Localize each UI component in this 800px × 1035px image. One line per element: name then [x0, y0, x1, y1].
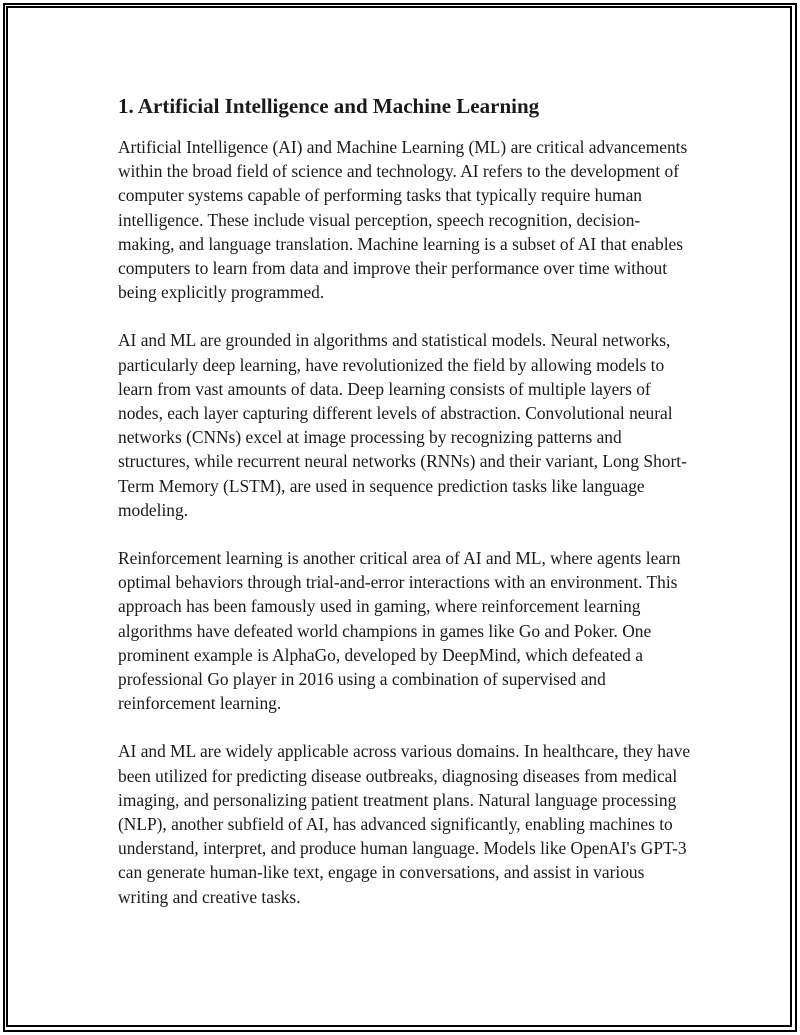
- paragraph-reinforcement-learning: Reinforcement learning is another critical area of AI and ML, where agents learn optimal behaviors through trial-and-error interactions with an environment. This approach has been famously used in gaming, where reinforcement learning algorithms have defeated world champions in games like Go and Poker. One prominent example is AlphaGo, developed by DeepMind, which defeated a professional Go player in 2016 using a combination of supervised and reinforcement learning.: [118, 548, 681, 714]
- paragraph-applications: AI and ML are widely applicable across various domains. In healthcare, they have been utilized for predicting disease outbreaks, diagnosing diseases from medical imaging, and personalizing patient treatment plans. Natural language processing (NLP), another subfield of AI, has advanced significantly, enabling machines to understand, interpret, and produce human language. Models like OpenAI's GPT-3 can generate human-like text, engage in conversations, and assist in various writing and creative tasks.: [118, 741, 691, 907]
- document-body: [118, 92, 693, 909]
- paragraph-intro: Artificial Intelligence (AI) and Machine Learning (ML) are critical advancements within the broad field of science and technology. AI refers to the development of computer systems capable of performing tasks that typically require human intelligence. These include visual perception, speech recognition, decision-making, and language translation. Machine learning is a subset of AI that enables computers to learn from data and improve their performance over time without being explicitly programmed.: [118, 137, 688, 303]
- section-heading: 1. Artificial Intelligence and Machine Learning: [118, 94, 540, 118]
- paragraph-algorithms: AI and ML are grounded in algorithms and statistical models. Neural networks, particularly deep learning, have revolutionized the field by allowing models to learn from vast amounts of data. Deep learning consists of multiple layers of nodes, each layer capturing different levels of abstraction. Convolutional neural networks (CNNs) excel at image processing by recognizing patterns and structures, while recurrent neural networks (RNNs) and their variant, Long Short-Term Memory (LSTM), are used in sequence prediction tasks like language modeling.: [118, 330, 687, 520]
